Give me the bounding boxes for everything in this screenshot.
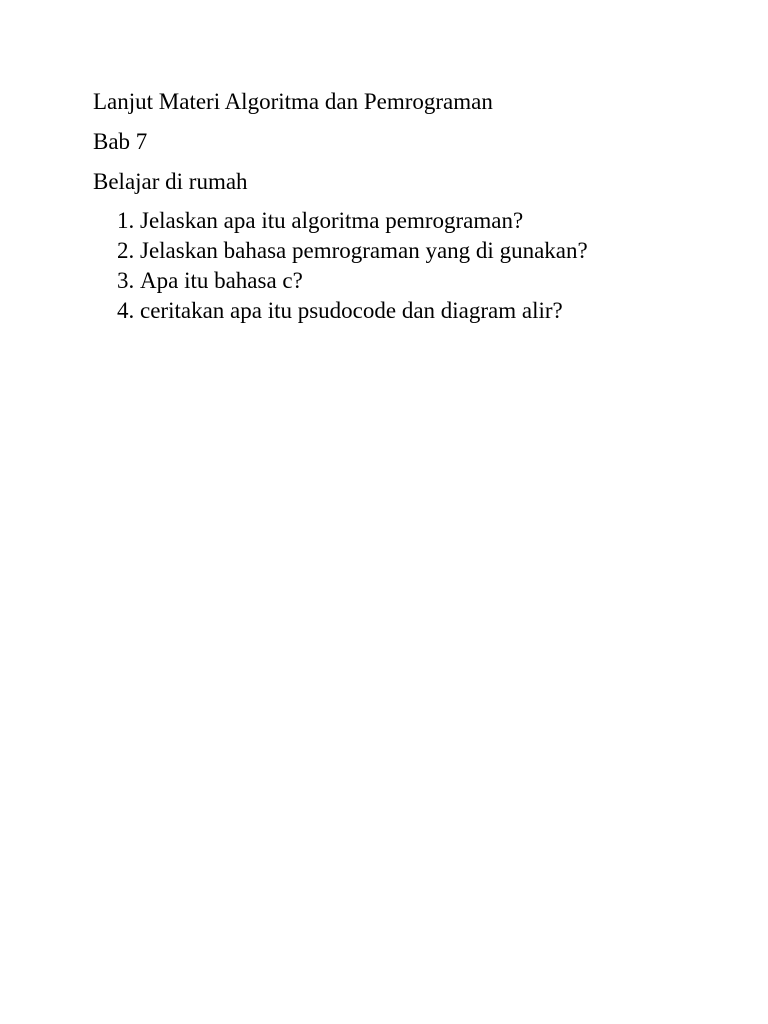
document-subtitle: Belajar di rumah [93,169,248,194]
list-item-number: 4. [117,298,135,323]
list-item-text: Jelaskan apa itu algoritma pemrograman? [140,208,524,233]
chapter-label: Bab 7 [93,129,148,154]
document-title: Lanjut Materi Algoritma dan Pemrograman [93,89,493,114]
list-item-number: 1. [117,208,135,233]
list-item [117,296,713,326]
list-item-text: ceritakan apa itu psudocode dan diagram alir? [140,298,563,323]
list-item [117,206,713,236]
list-item-text: Apa itu bahasa c? [140,268,303,293]
question-list [93,206,713,326]
list-item-number: 3. [117,268,135,293]
list-item-number: 2. [117,238,135,263]
list-item [117,266,713,296]
list-item-text: Jelaskan bahasa pemrograman yang di gunakan? [140,238,588,263]
document-content [93,86,713,326]
list-item [117,236,713,266]
